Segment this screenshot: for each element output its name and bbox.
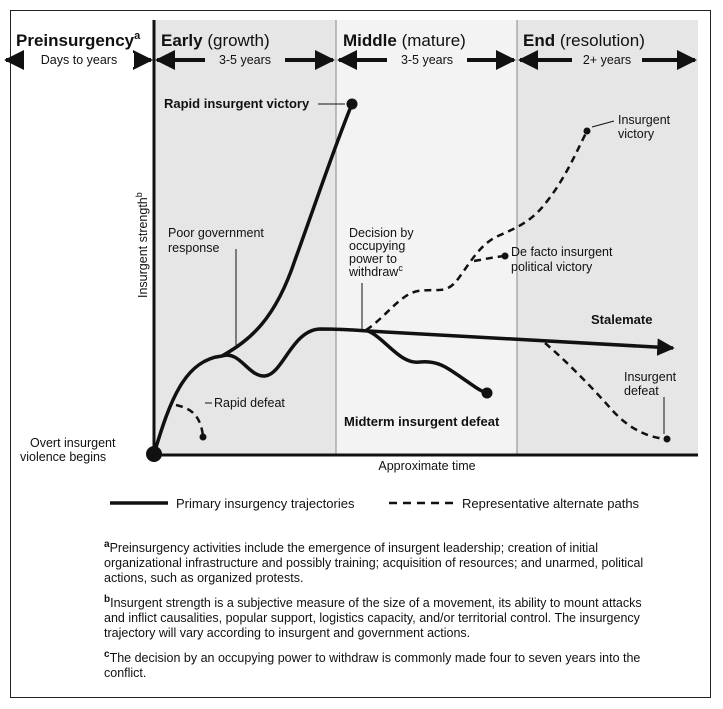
legend-primary-label: Primary insurgency trajectories: [176, 496, 355, 511]
insurgent-victory-dot: [584, 128, 591, 135]
label-stalemate: Stalemate: [591, 312, 653, 327]
label-de-facto: De facto insurgent political victory: [511, 245, 613, 274]
de-facto-dot: [502, 253, 509, 260]
phase-title-early: Early (growth): [161, 31, 270, 50]
duration-label-end: 2+ years: [582, 53, 632, 67]
footnotes: [104, 537, 664, 687]
origin-dot: [146, 446, 162, 462]
footnote-c: $^c$The decision by an occupying power to withdraw is commonly made four to seven years into the conflict.: [104, 649, 641, 681]
label-poor-response: Poor government response: [168, 226, 264, 255]
duration-label-early: 3-5 years: [218, 53, 272, 67]
midterm-defeat-dot: [482, 388, 493, 399]
duration-label-pre: Days to years: [40, 53, 118, 67]
label-rapid-victory: Rapid insurgent victory: [164, 96, 310, 111]
footnote-b: $^b$Insurgent strength is a subjective measure of the size of a movement, its ability to mount attacks and inflict causalities, popular support, logistics capacity, and/or territorial control. The insurgency trajectory will vary according to insurgent and government actions.: [104, 594, 642, 641]
x-axis-label: Approximate time: [378, 459, 476, 473]
label-insurgent-defeat: Insurgent defeat: [624, 370, 677, 398]
insurgent-defeat-dot: [664, 436, 671, 443]
legend-alternate-label: Representative alternate paths: [462, 496, 640, 511]
duration-label-middle: 3-5 years: [400, 53, 454, 67]
rapid-defeat-dot: [200, 434, 207, 441]
rapid-victory-dot: [347, 99, 358, 110]
label-decision: Decision by occupying power to withdraw$^c$: [349, 226, 414, 279]
phase-title-pre: Preinsurgency$^a$: [16, 30, 141, 50]
label-rapid-defeat: Rapid defeat: [214, 396, 285, 410]
phase-title-end: End (resolution): [523, 31, 645, 50]
phase-end-background: [517, 20, 698, 455]
phase-title-middle: Middle (mature): [343, 31, 466, 50]
y-axis-label: Insurgent strength$^b$: [134, 192, 150, 298]
label-insurgent-victory: Insurgent victory: [618, 113, 671, 141]
label-overt-violence: Overt insurgent violence begins: [20, 436, 116, 464]
label-midterm-defeat: Midterm insurgent defeat: [344, 414, 500, 429]
footnote-a: $^a$Preinsurgency activities include the emergence of insurgent leadership; creation of initial organizational infrastructure and possibly training; acquisition of resources; and unarmed, political actions, such as organized protests.: [104, 539, 644, 586]
